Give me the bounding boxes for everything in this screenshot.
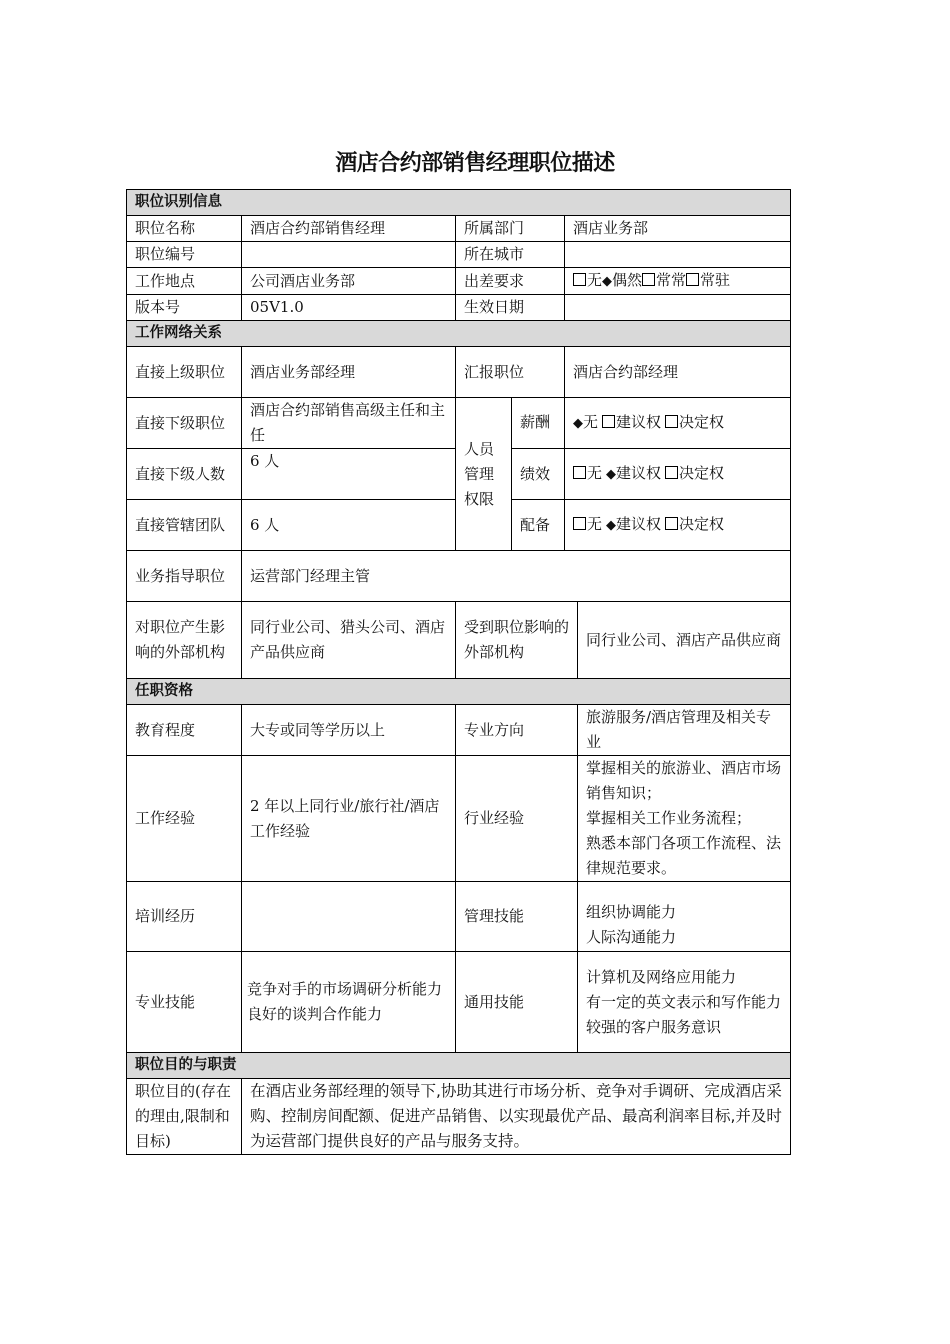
section-network: 工作网络关系 xyxy=(127,321,791,347)
job-name-label: 职位名称 xyxy=(127,216,242,242)
general-skill-value xyxy=(578,952,791,1053)
external-value: 同行业公司、猎头公司、酒店产品供应商 xyxy=(242,602,456,679)
dept-label: 所属部门 xyxy=(456,216,565,242)
city-value xyxy=(565,242,791,268)
pro-skill-line: 良好的谈判合作能力 xyxy=(247,1005,383,1023)
general-skill-label: 通用技能 xyxy=(456,952,578,1053)
external-label: 对职位产生影响的外部机构 xyxy=(127,602,242,679)
selected-diamond-icon: ◆ xyxy=(573,416,583,431)
location-value: 公司酒店业务部 xyxy=(242,268,456,295)
industry-line: 熟悉本部门各项工作流程、法律规范要求。 xyxy=(586,834,782,877)
industry-value xyxy=(578,756,791,882)
option-label: 常驻 xyxy=(700,271,731,289)
option-label: 无 xyxy=(587,515,603,533)
pro-skill-label: 专业技能 xyxy=(127,952,242,1053)
option-label: 决定权 xyxy=(679,464,725,482)
salary-option-group xyxy=(573,413,724,431)
salary-options xyxy=(565,398,791,449)
option-无 xyxy=(573,271,602,289)
salary-label: 薪酬 xyxy=(512,398,565,449)
section-id-info: 职位识别信息 xyxy=(127,190,791,216)
guidance-value: 运营部门经理主管 xyxy=(242,551,791,602)
subordinate-value: 酒店合约部销售高级主任和主任 xyxy=(242,398,456,449)
pro-skill-value xyxy=(242,952,456,1053)
effective-date-value xyxy=(565,295,791,321)
option-建议权 xyxy=(606,515,661,533)
affected-label: 受到职位影响的外部机构 xyxy=(456,602,578,679)
authority-label-text: 人员管理权限 xyxy=(464,439,495,508)
superior-value: 酒店业务部经理 xyxy=(242,347,456,398)
unchecked-box-icon xyxy=(665,466,678,479)
staffing-option-group xyxy=(573,515,724,533)
purpose-value: 在酒店业务部经理的领导下,协助其进行市场分析、竞争对手调研、完成酒店采购、控制房间配额、促进产品销售、以实现最优产品、最高利润率目标,并及时为运营部门提供良好的产品与服务支持。 xyxy=(242,1079,791,1155)
selected-diamond-icon: ◆ xyxy=(606,467,617,482)
job-code-value xyxy=(242,242,456,268)
job-description-table xyxy=(126,189,791,1155)
experience-label: 工作经验 xyxy=(127,756,242,882)
option-label: 无 xyxy=(587,271,603,289)
version-label: 版本号 xyxy=(127,295,242,321)
superior-label: 直接上级职位 xyxy=(127,347,242,398)
option-label: 建议权 xyxy=(616,515,662,533)
report-label: 汇报职位 xyxy=(456,347,565,398)
travel-label: 出差要求 xyxy=(456,268,565,295)
option-决定权 xyxy=(665,464,724,482)
performance-option-group xyxy=(573,464,724,482)
option-label: 偶然 xyxy=(612,271,643,289)
education-label: 教育程度 xyxy=(127,705,242,756)
option-无 xyxy=(573,413,598,431)
mgmt-skill-label: 管理技能 xyxy=(456,882,578,952)
option-常常 xyxy=(642,271,686,289)
performance-options xyxy=(565,449,791,500)
option-决定权 xyxy=(665,515,724,533)
authority-label xyxy=(456,398,512,551)
mgmt-skill-line: 人际沟通能力 xyxy=(586,927,677,946)
option-label: 无 xyxy=(583,413,599,431)
section-purpose: 职位目的与职责 xyxy=(127,1053,791,1079)
page-title: 酒店合约部销售经理职位描述 xyxy=(335,151,615,176)
travel-options xyxy=(565,268,791,295)
affected-value: 同行业公司、酒店产品供应商 xyxy=(578,602,791,679)
option-决定权 xyxy=(665,413,724,431)
option-建议权 xyxy=(606,464,661,482)
purpose-label: 职位目的(存在的理由,限制和目标) xyxy=(127,1079,242,1155)
option-label: 决定权 xyxy=(679,413,725,431)
dept-value: 酒店业务部 xyxy=(565,216,791,242)
option-label: 决定权 xyxy=(679,515,725,533)
travel-option-group xyxy=(573,271,730,289)
unchecked-box-icon xyxy=(573,273,586,286)
mgmt-skill-value xyxy=(578,882,791,952)
option-常驻 xyxy=(686,271,730,289)
section-qualification: 任职资格 xyxy=(127,679,791,705)
unchecked-box-icon xyxy=(665,517,678,530)
version-value: 05V1.0 xyxy=(242,295,456,321)
subordinate-label: 直接下级职位 xyxy=(127,398,242,449)
training-value xyxy=(242,882,456,952)
option-label: 建议权 xyxy=(616,413,662,431)
staffing-options xyxy=(565,500,791,551)
general-skill-line: 有一定的英文表示和写作能力 xyxy=(586,992,782,1011)
headcount-label: 直接下级人数 xyxy=(127,449,242,500)
effective-date-label: 生效日期 xyxy=(456,295,565,321)
unchecked-box-icon xyxy=(573,466,586,479)
major-value: 旅游服务/酒店管理及相关专业 xyxy=(578,705,791,756)
guidance-label: 业务指导职位 xyxy=(127,551,242,602)
industry-label: 行业经验 xyxy=(456,756,578,882)
team-value: 6 人 xyxy=(242,500,456,551)
option-建议权 xyxy=(602,413,661,431)
headcount-value: 6 人 xyxy=(242,449,456,500)
option-无 xyxy=(573,515,602,533)
option-偶然 xyxy=(602,271,642,289)
city-label: 所在城市 xyxy=(456,242,565,268)
unchecked-box-icon xyxy=(665,415,678,428)
option-无 xyxy=(573,464,602,482)
staffing-label: 配备 xyxy=(512,500,565,551)
education-value: 大专或同等学历以上 xyxy=(242,705,456,756)
mgmt-skill-line: 组织协调能力 xyxy=(586,902,677,921)
performance-label: 绩效 xyxy=(512,449,565,500)
industry-line: 掌握相关工作业务流程； xyxy=(586,809,752,827)
option-label: 无 xyxy=(587,464,603,482)
experience-value: 2 年以上同行业/旅行社/酒店工作经验 xyxy=(242,756,456,882)
training-label: 培训经历 xyxy=(127,882,242,952)
general-skill-line: 较强的客户服务意识 xyxy=(586,1017,722,1036)
general-skill-line: 计算机及网络应用能力 xyxy=(586,967,737,986)
selected-diamond-icon: ◆ xyxy=(606,518,617,533)
unchecked-box-icon xyxy=(573,517,586,530)
report-value: 酒店合约部经理 xyxy=(565,347,791,398)
option-label: 建议权 xyxy=(616,464,662,482)
job-name-value: 酒店合约部销售经理 xyxy=(242,216,456,242)
selected-diamond-icon: ◆ xyxy=(602,274,613,289)
option-label: 常常 xyxy=(656,271,687,289)
major-label: 专业方向 xyxy=(456,705,578,756)
location-label: 工作地点 xyxy=(127,268,242,295)
industry-line: 掌握相关的旅游业、酒店市场销售知识； xyxy=(586,759,782,802)
job-code-label: 职位编号 xyxy=(127,242,242,268)
pro-skill-line: 竞争对手的市场调研分析能力 xyxy=(247,980,443,998)
unchecked-box-icon xyxy=(642,273,655,286)
unchecked-box-icon xyxy=(686,273,699,286)
team-label: 直接管辖团队 xyxy=(127,500,242,551)
unchecked-box-icon xyxy=(602,415,615,428)
